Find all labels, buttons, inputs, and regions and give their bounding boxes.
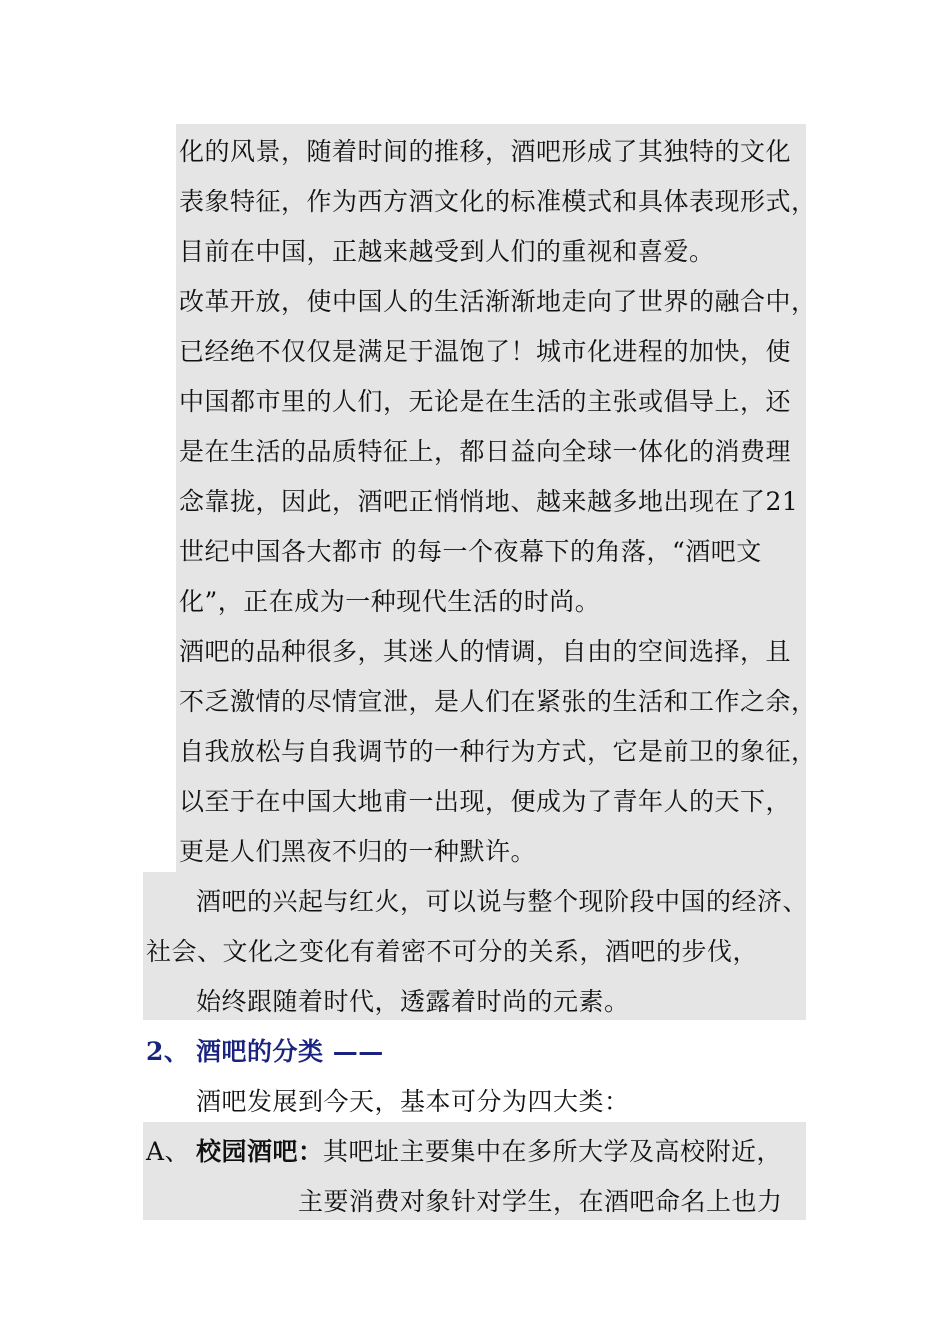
paragraph-2-line-5: 念靠拢，因此，酒吧正悄悄地、越来越多地出现在了21: [179, 487, 799, 516]
item-a-text-line-2: 主要消费对象针对学生，在酒吧命名上也力: [298, 1187, 783, 1216]
paragraph-4-line-3: 始终跟随着时代，透露着时尚的元素。: [196, 987, 630, 1016]
paragraph-1-line-2: 表象特征，作为西方酒文化的标准模式和具体表现形式，: [179, 187, 817, 216]
paragraph-2-line-2: 已经绝不仅仅是满足于温饱了！城市化进程的加快，使: [179, 337, 792, 366]
paragraph-2-line-4: 是在生活的品质特征上，都日益向全球一体化的消费理: [179, 437, 792, 466]
paragraph-3-line-2: 不乏激情的尽情宣泄，是人们在紧张的生活和工作之余，: [179, 687, 817, 716]
paragraph-1-line-3: 目前在中国，正越来越受到人们的重视和喜爱。: [179, 237, 715, 266]
paragraph-3-line-1: 酒吧的品种很多，其迷人的情调，自由的空间选择，且: [179, 637, 792, 666]
section-heading-title: 酒吧的分类 ——: [196, 1037, 384, 1066]
paragraph-3-line-5: 更是人们黑夜不归的一种默许。: [179, 837, 537, 866]
item-a-marker: A、: [146, 1137, 191, 1166]
paragraph-3-line-3: 自我放松与自我调节的一种行为方式，它是前卫的象征，: [179, 737, 817, 766]
paragraph-2-line-3: 中国都市里的人们，无论是在生活的主张或倡导上，还: [179, 387, 792, 416]
item-a-text-line-1: 其吧址主要集中在多所大学及高校附近，: [323, 1137, 783, 1166]
paragraph-4-line-2: 社会、文化之变化有着密不可分的关系，酒吧的步伐，: [146, 937, 759, 966]
paragraph-2-line-7: 化”，正在成为一种现代生活的时尚。: [179, 587, 601, 616]
paragraph-1-line-1: 化的风景，随着时间的推移，酒吧形成了其独特的文化: [179, 137, 792, 166]
paragraph-2-line-6: 世纪中国各大都市 的每一个夜幕下的角落，“酒吧文: [179, 537, 762, 566]
paragraph-3-line-4: 以至于在中国大地甫一出现，便成为了青年人的天下，: [179, 787, 792, 816]
item-a-label: 校园酒吧：: [196, 1137, 324, 1166]
section-intro: 酒吧发展到今天，基本可分为四大类：: [196, 1087, 630, 1116]
section-heading-number: 2、: [146, 1037, 190, 1066]
paragraph-2-line-1: 改革开放，使中国人的生活渐渐地走向了世界的融合中，: [179, 287, 817, 316]
paragraph-4-line-1: 酒吧的兴起与红火，可以说与整个现阶段中国的经济、: [196, 887, 809, 916]
